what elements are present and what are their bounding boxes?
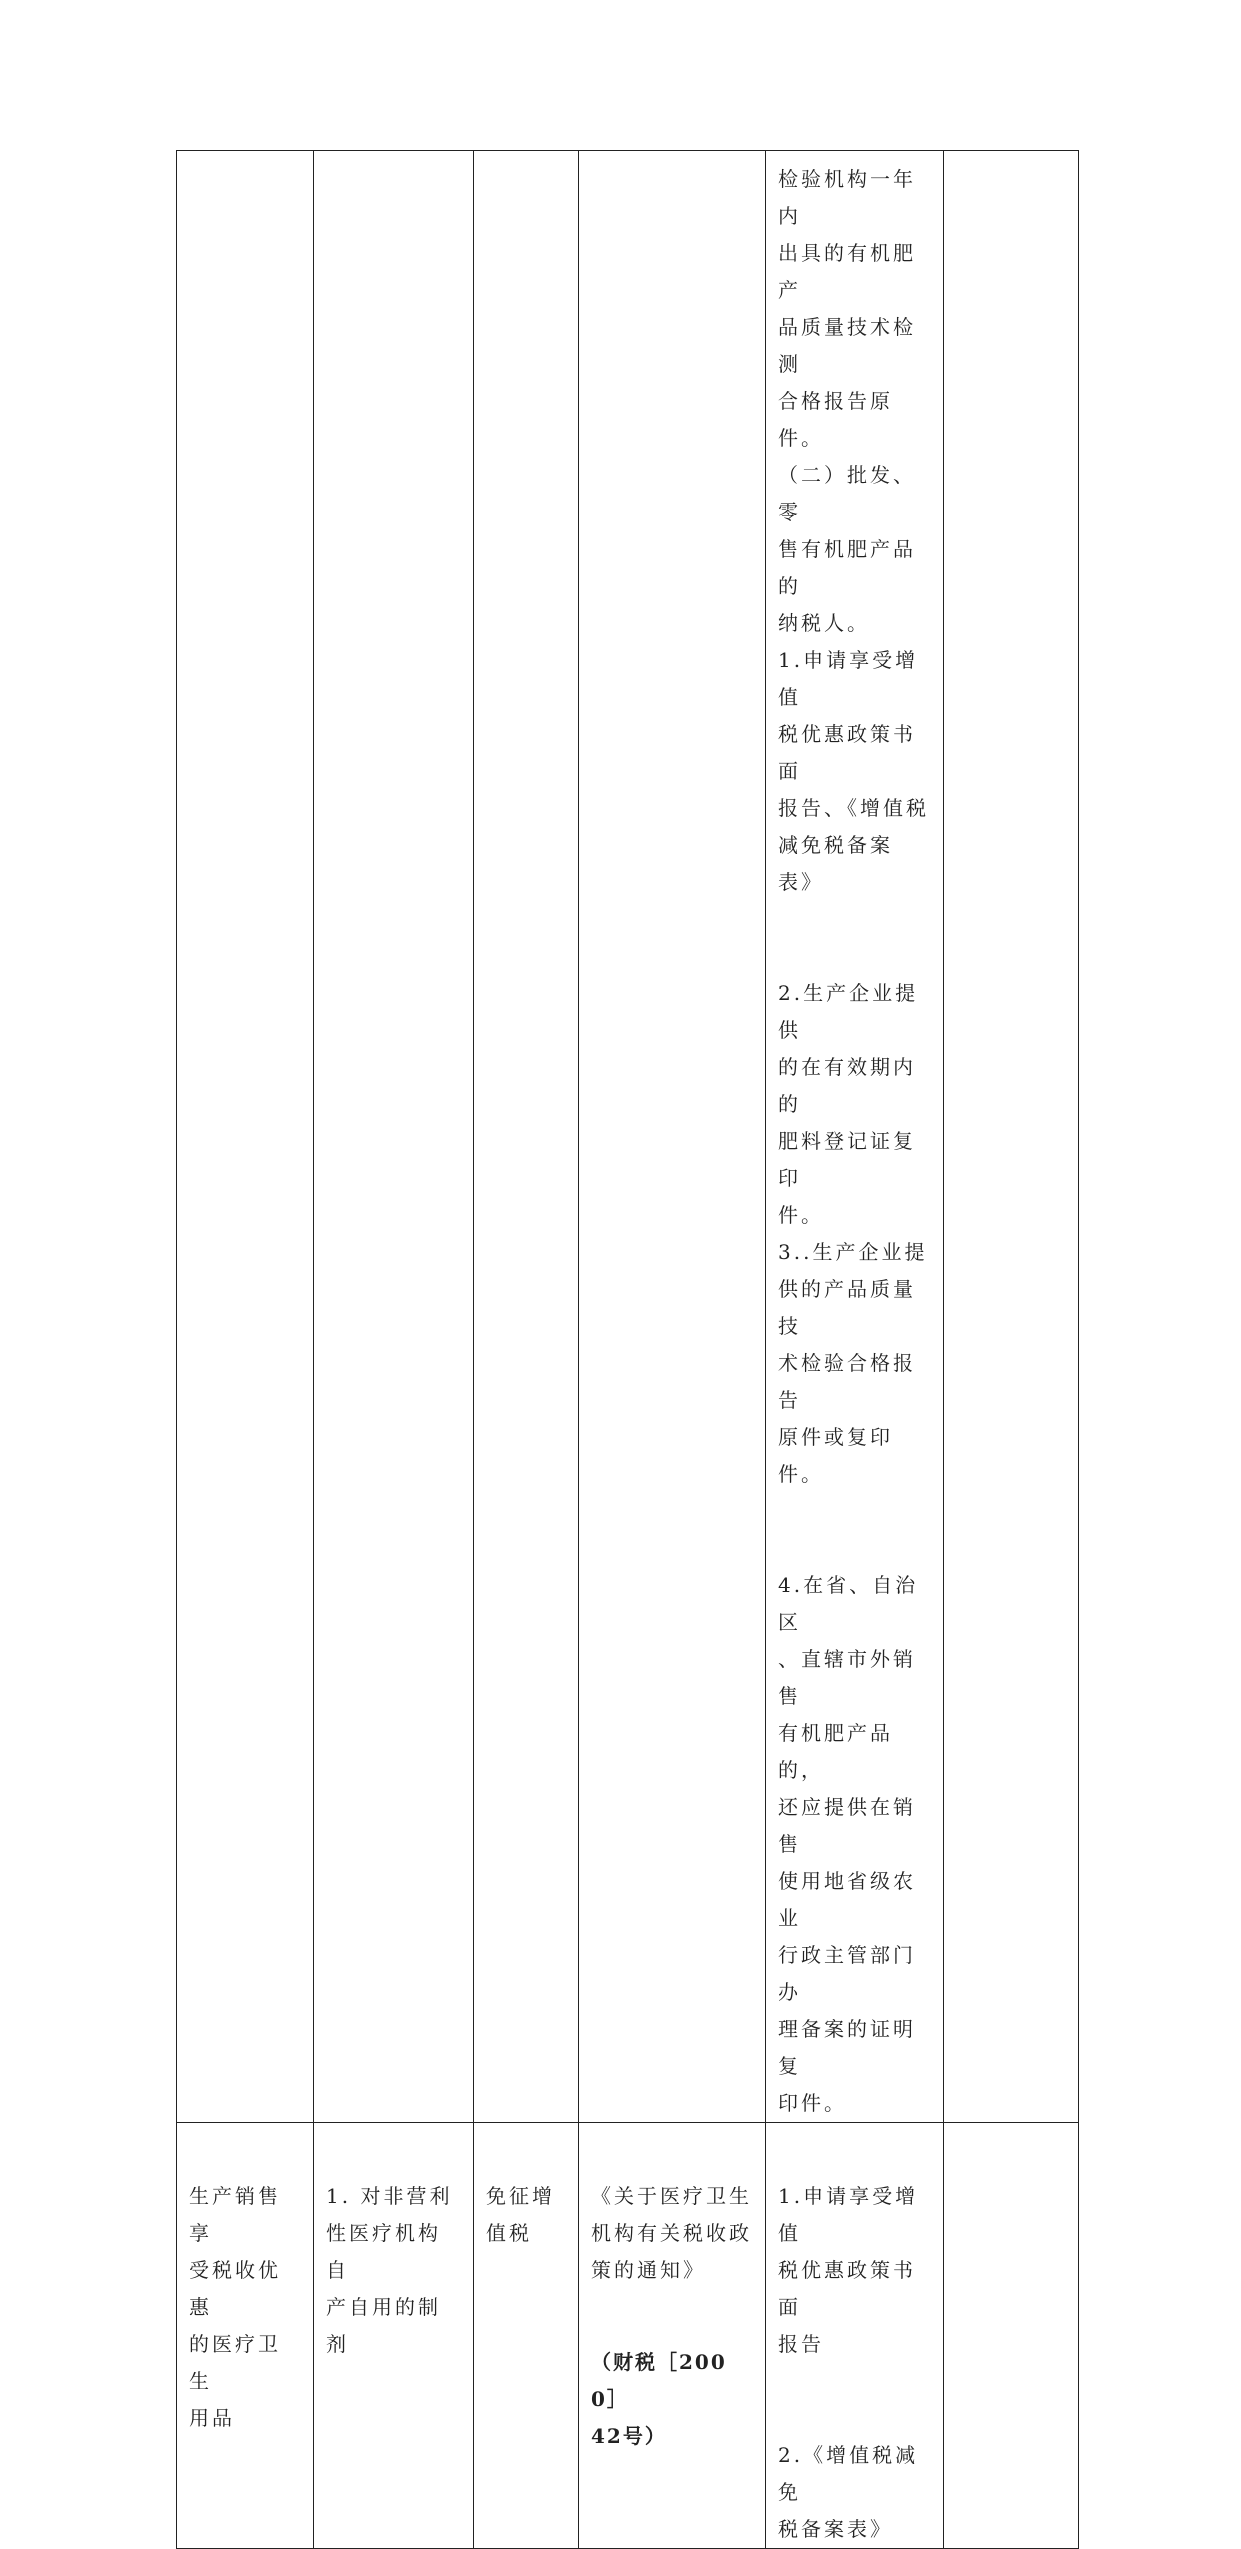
table-cell — [579, 151, 766, 2123]
preferential-content-cell: 1. 对非营利 性医疗机构自 产自用的制剂 — [314, 2123, 474, 2549]
document-number: （财税［2000］ 42号） — [591, 2350, 727, 2448]
preferential-item-cell: 生产销售享 受税收优惠 的医疗卫生 用品 — [177, 2123, 314, 2549]
policy-basis-cell: 《关于医疗卫生 机构有关税收政 策的通知》 （财税［2000］ 42号） — [579, 2123, 766, 2549]
required-materials-cell: 检验机构一年内 出具的有机肥产 品质量技术检测 合格报告原件。 （二）批发、零 售有机肥产品的 纳税人。 1.申请享受增值 税优惠政策书面 报告、《增值税 减免税备案表》 2.生产企业提供 的在有效期内的 肥料登记证复印 件。 3..生产企业提 供的产品质量技 术检验合格报告 原件或复印件。 4.在省、自治区 、直辖市外销售 有机肥产品的， 还应提供在销售 使用地省级农业 行政主管部门办 理备案的证明复 印件。 — [766, 151, 944, 2123]
tax-treatment-cell: 免征增 值税 — [474, 2123, 579, 2549]
table-cell — [944, 2123, 1079, 2549]
table-row — [177, 151, 1079, 2123]
policy-table — [176, 150, 1079, 2549]
table-cell — [474, 151, 579, 2123]
table-cell — [314, 151, 474, 2123]
table-row — [177, 2123, 1079, 2549]
table-cell — [177, 151, 314, 2123]
table-cell — [944, 151, 1079, 2123]
required-materials-cell: 1.申请享受增值 税优惠政策书面 报告 2.《增值税减免 税备案表》 — [766, 2123, 944, 2549]
